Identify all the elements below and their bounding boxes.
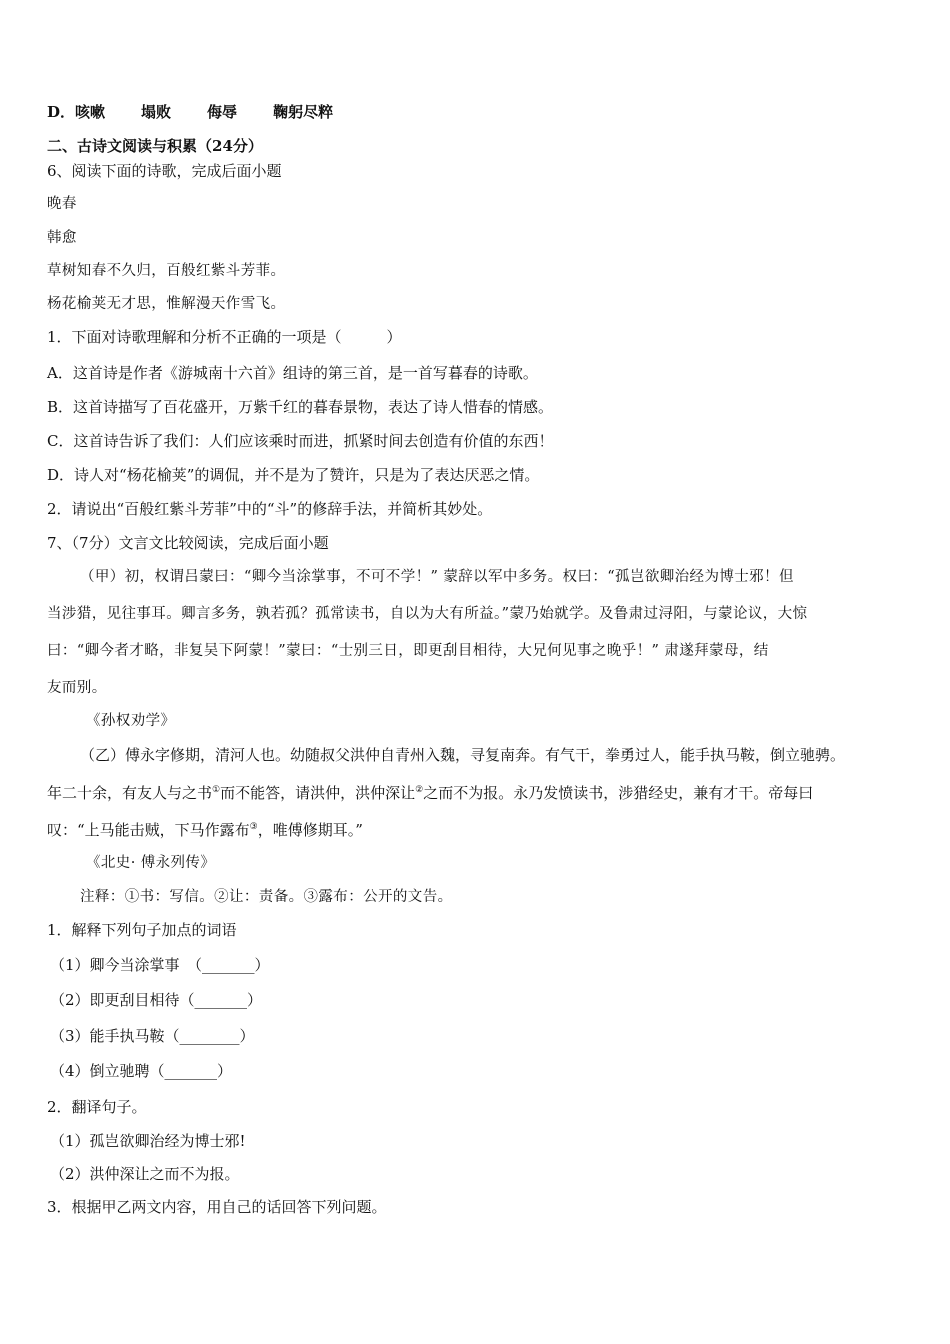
q6-sub2: 2．请说出“百般红紫斗芳菲”中的“斗”的修辞手法，并简析其妙处。 bbox=[47, 500, 493, 518]
footnote-ref-1: ① bbox=[212, 785, 221, 795]
section-2-title: 二、古诗文阅读与积累（24分） bbox=[47, 137, 263, 155]
option-d-word-4: 鞠躬尽粹 bbox=[273, 103, 334, 121]
yi-line-2-a: 年二十余，有友人与之书 bbox=[47, 784, 213, 802]
yi-line-3-b: ，唯傅修期耳。” bbox=[257, 821, 363, 839]
q7-stem: 7、（7分）文言文比较阅读，完成后面小题 bbox=[47, 534, 329, 552]
poem-line-2: 杨花榆荚无才思，惟解漫天作雪飞。 bbox=[47, 296, 286, 312]
q6-option-c: C．这首诗告诉了我们：人们应该乘时而进，抓紧时间去创造有价值的东西！ bbox=[47, 432, 554, 450]
poem-line-1: 草树知春不久归，百般红紫斗芳菲。 bbox=[47, 263, 286, 279]
poem-author: 韩愈 bbox=[47, 230, 77, 246]
q7-sub2-item-2: （2）洪仲深让之而不为报。 bbox=[50, 1165, 240, 1183]
option-d-line bbox=[47, 102, 333, 122]
q6-option-b: B．这首诗描写了百花盛开，万紫千红的暮春景物，表达了诗人惜春的情感。 bbox=[47, 398, 554, 416]
q7-sub1: 1．解释下列句子加点的词语 bbox=[47, 921, 237, 939]
footnote-ref-2: ② bbox=[415, 785, 424, 795]
q7-sub1-item-3: （3）能手执马鞍（________） bbox=[50, 1027, 255, 1045]
option-d-label: D． bbox=[47, 103, 76, 121]
option-d-word-2: 塌败 bbox=[141, 103, 172, 121]
yi-line-3 bbox=[47, 820, 363, 840]
jia-line-2: 当涉猎，见往事耳。卿言多务，孰若孤？孤常读书，自以为大有所益。”蒙乃始就学。及鲁肃过浔阳，与蒙论议，大惊 bbox=[47, 606, 808, 622]
yi-line-2 bbox=[47, 783, 813, 803]
yi-line-2-b: 而不能答，请洪仲，洪仲深让 bbox=[220, 784, 416, 802]
option-d-word-3: 侮辱 bbox=[207, 103, 238, 121]
q6-stem: 6、阅读下面的诗歌，完成后面小题 bbox=[47, 162, 282, 180]
yi-line-2-c: 之而不为报。永乃发愤读书，涉猎经史，兼有才干。帝每曰 bbox=[423, 784, 814, 802]
footnote-ref-3: ③ bbox=[249, 822, 258, 832]
yi-source: 《北史· 傅永列传》 bbox=[86, 855, 216, 871]
footnotes: 注释：①书：写信。②让：责备。③露布：公开的文告。 bbox=[80, 889, 453, 905]
q6-option-d: D．诗人对“杨花榆荚”的调侃，并不是为了赞许，只是为了表达厌恶之情。 bbox=[47, 466, 540, 484]
q7-sub1-item-4: （4）倒立驰聘（_______） bbox=[50, 1062, 233, 1080]
q7-sub1-item-1: （1）卿今当涂掌事 （_______） bbox=[50, 956, 270, 974]
q7-sub3: 3．根据甲乙两文内容，用自己的话回答下列问题。 bbox=[47, 1198, 387, 1216]
q7-sub1-item-2: （2）即更刮目相待（_______） bbox=[50, 991, 263, 1009]
q7-sub2: 2．翻译句子。 bbox=[47, 1098, 147, 1116]
q6-sub1: 1．下面对诗歌理解和分析不正确的一项是（ ） bbox=[47, 328, 402, 346]
q6-option-a: A．这首诗是作者《游城南十六首》组诗的第三首，是一首写暮春的诗歌。 bbox=[47, 364, 538, 382]
yi-line-3-a: 叹：“上马能击贼，下马作露布 bbox=[47, 821, 250, 839]
q7-sub2-item-1: （1）孤岂欲卿治经为博士邪! bbox=[50, 1132, 246, 1150]
poem-title: 晚春 bbox=[47, 196, 77, 212]
jia-line-3: 曰：“卿今者才略，非复吴下阿蒙！”蒙曰：“士别三日，即更刮目相待，大兄何见事之晚乎！” 肃遂拜蒙母，结 bbox=[47, 643, 769, 659]
jia-line-4: 友而别。 bbox=[47, 680, 107, 696]
jia-source: 《孙权劝学》 bbox=[86, 713, 176, 729]
jia-line-1: （甲）初，权谓吕蒙曰：“卿今当涂掌事，不可不学！” 蒙辞以军中多务。权曰：“孤岂欲卿治经为博士邪！但 bbox=[80, 569, 794, 585]
option-d-word-1: 咳嗽 bbox=[75, 103, 106, 121]
yi-line-1: （乙）傅永字修期，清河人也。幼随叔父洪仲自青州入魏，寻复南奔。有气干，拳勇过人，能手执马鞍，倒立驰骋。 bbox=[80, 746, 846, 764]
